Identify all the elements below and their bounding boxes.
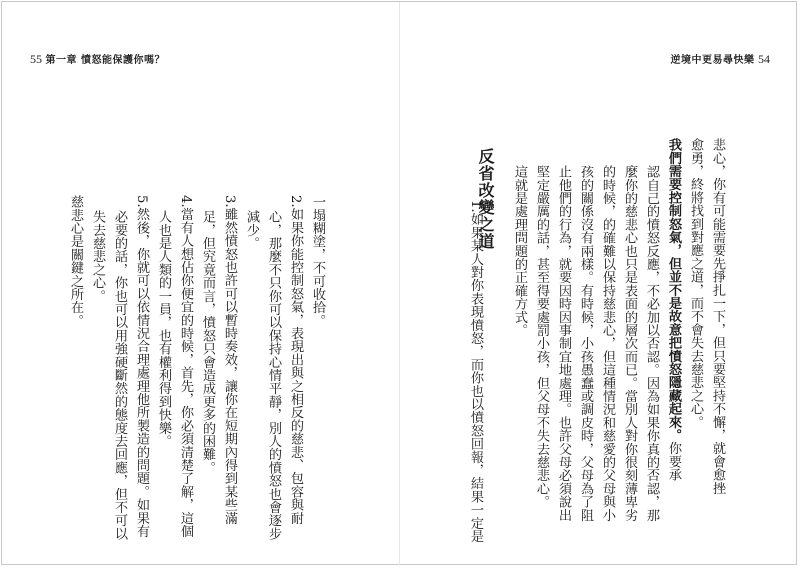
text-column: 麼你的慈悲心也只是表面的層次而已。當別人對你很刻薄卑劣 — [622, 165, 637, 522]
text-column: 堅定嚴厲的話，甚至得要處罰小孩，但父母不失去慈悲心。 — [534, 165, 549, 509]
left-chapter-title: 第一章 憤怒能保護你嗎？ — [45, 55, 165, 66]
text-column: 認自己的憤怒反應，不必加以否認。因為如果你真的否認，那 — [644, 165, 659, 522]
book-spine-divider — [399, 2, 400, 565]
text-column: 孩的關係沒有兩樣。有時候，小孩愚蠢或調皮時，父母為了阻 — [578, 165, 593, 522]
text-column: 慈悲心是關鍵之所在。 — [68, 195, 83, 327]
bold-emphasis-text: 我們需要控制怒氣，但並不是故意把憤怒隱藏起來。 — [666, 138, 681, 442]
list-item: 1.如果某人對你表現憤怒，而你也以憤怒回報，結果一定是 — [468, 200, 483, 543]
text-column: 悲心，你有可能需要先掙扎一下，但只要堅持不懈，就會愈挫 — [710, 138, 725, 495]
text-column: 愈勇，終將找到對應之道，而不會失去慈悲之心。 — [688, 138, 703, 429]
text-column: 止他們的行為，就要因時因事制宜地處理。也許父母必須說出 — [556, 165, 571, 522]
list-item: 5.然後，你就可以依情況合理處理他所製造的問題。如果有 — [134, 195, 149, 538]
left-page-number: 55 — [30, 52, 42, 66]
left-running-header — [30, 52, 165, 68]
list-item: 2.如果你能控制怒氣，表現出與之相反的慈悲、包容與耐 — [288, 195, 303, 525]
text-column: 足，但究竟而言，憤怒只會造成更多的困難。 — [200, 210, 215, 474]
text-column: 心，那麼不只你可以保持心情平靜，別人的憤怒也會逐步 — [266, 210, 281, 540]
section-heading: 反省改變之道 — [476, 148, 495, 250]
text-column: 這就是處理問題的正確方式。 — [512, 165, 527, 337]
list-item: 3.雖然憤怒也許可以暫時奏效，讓你在短期內得到某些滿 — [222, 195, 237, 525]
right-page-number: 54 — [758, 52, 770, 66]
text-column: 失去慈悲之心。 — [90, 210, 105, 303]
text-column — [664, 138, 682, 481]
text-run: 你要承 — [666, 441, 681, 482]
text-column: 減少。 — [244, 210, 259, 250]
right-running-header — [671, 52, 771, 68]
text-column: 人也是人類的一員，也有權利得到快樂。 — [156, 210, 171, 448]
text-column: 必要的話，你也可以用強硬斷然的態度去回應，但不可以 — [112, 210, 127, 540]
text-column: 一塌糊塗，不可收拾。 — [310, 195, 325, 327]
right-chapter-title: 逆境中更易尋快樂 — [670, 55, 755, 66]
list-item: 4.當有人想佔你便宜的時候，首先，你必須清楚了解，這個 — [178, 195, 193, 538]
text-column: 的時候，的確難以保持慈悲心，但這種情況和慈愛的父母與小 — [600, 165, 615, 522]
